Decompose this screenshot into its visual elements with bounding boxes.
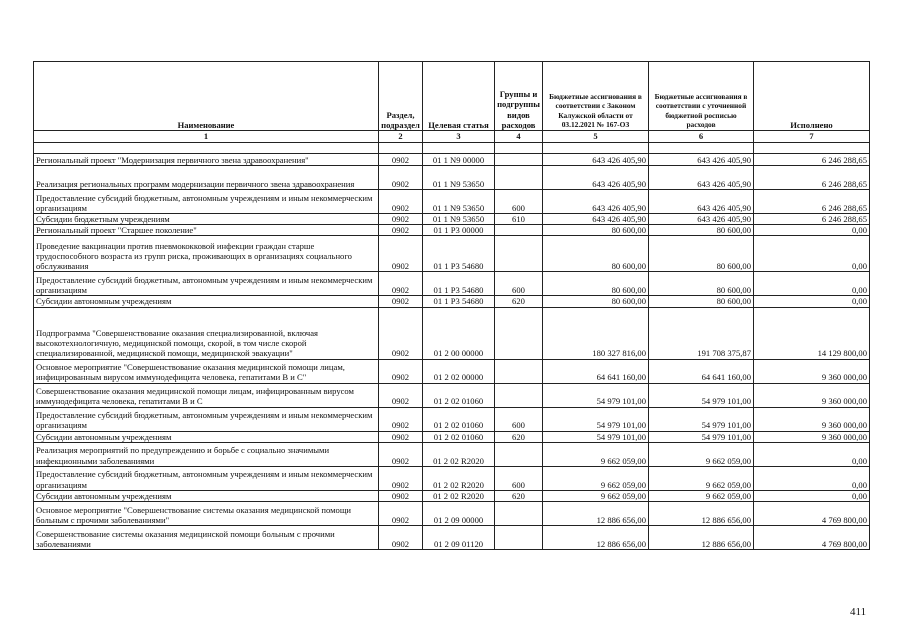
table-row <box>34 490 870 501</box>
row-section: 0902 <box>379 502 423 526</box>
row-executed: 9 360 000,00 <box>754 359 870 383</box>
table-row <box>34 526 870 550</box>
row-group: 620 <box>495 490 543 501</box>
row-refined-budget: 643 426 405,90 <box>649 214 754 225</box>
row-refined-budget: 80 600,00 <box>649 236 754 272</box>
row-law-budget: 54 979 101,00 <box>543 407 649 431</box>
row-target: 01 2 09 01120 <box>423 526 495 550</box>
row-law-budget: 643 426 405,90 <box>543 166 649 190</box>
header-name: Наименование <box>34 62 379 131</box>
row-section: 0902 <box>379 383 423 407</box>
row-group: 600 <box>495 466 543 490</box>
row-refined-budget: 9 662 059,00 <box>649 490 754 501</box>
row-name: Предоставление субсидий бюджетным, автономным учреждениям и иным некоммерческим организациям <box>34 407 379 431</box>
row-section: 0902 <box>379 442 423 466</box>
row-law-budget: 80 600,00 <box>543 236 649 272</box>
header-target: Целевая статья <box>423 62 495 131</box>
table-row <box>34 431 870 442</box>
row-refined-budget: 643 426 405,90 <box>649 154 754 166</box>
row-refined-budget: 9 662 059,00 <box>649 466 754 490</box>
row-refined-budget: 12 886 656,00 <box>649 526 754 550</box>
row-group <box>495 502 543 526</box>
row-name: Региональный проект "Старшее поколение" <box>34 225 379 236</box>
table-row <box>34 466 870 490</box>
row-law-budget: 9 662 059,00 <box>543 490 649 501</box>
header-row <box>34 62 870 131</box>
row-target: 01 2 02 R2020 <box>423 466 495 490</box>
table-row <box>34 502 870 526</box>
row-law-budget: 54 979 101,00 <box>543 383 649 407</box>
row-group: 600 <box>495 190 543 214</box>
row-executed: 6 246 288,65 <box>754 154 870 166</box>
row-law-budget: 643 426 405,90 <box>543 190 649 214</box>
row-section: 0902 <box>379 272 423 296</box>
table-row <box>34 190 870 214</box>
row-section: 0902 <box>379 166 423 190</box>
row-group <box>495 225 543 236</box>
row-executed: 0,00 <box>754 236 870 272</box>
row-executed: 0,00 <box>754 296 870 307</box>
row-section: 0902 <box>379 359 423 383</box>
row-name: Субсидии автономным учреждениям <box>34 431 379 442</box>
budget-sheet <box>33 61 869 550</box>
row-refined-budget: 643 426 405,90 <box>649 190 754 214</box>
row-group: 600 <box>495 407 543 431</box>
row-section: 0902 <box>379 490 423 501</box>
column-number: 4 <box>495 131 543 143</box>
column-number: 1 <box>34 131 379 143</box>
column-numbers-row <box>34 131 870 143</box>
row-section: 0902 <box>379 236 423 272</box>
table-row <box>34 296 870 307</box>
row-law-budget: 80 600,00 <box>543 296 649 307</box>
column-number: 7 <box>754 131 870 143</box>
row-target: 01 1 N9 53650 <box>423 214 495 225</box>
row-group <box>495 359 543 383</box>
row-name: Проведение вакцинации против пневмококковой инфекции граждан старше трудоспособного возраста из групп риска, проживающих в организациях социального обслуживания <box>34 236 379 272</box>
header-groups: Группы и подгруппы видов расходов <box>495 62 543 131</box>
row-name: Совершенствование системы оказания медицинской помощи больным с прочими заболеваниями <box>34 526 379 550</box>
row-refined-budget: 64 641 160,00 <box>649 359 754 383</box>
row-law-budget: 54 979 101,00 <box>543 431 649 442</box>
row-executed: 0,00 <box>754 490 870 501</box>
row-section: 0902 <box>379 526 423 550</box>
row-name: Основное мероприятие "Совершенствование системы оказания медицинской помощи больным с прочими заболеваниями" <box>34 502 379 526</box>
header-executed: Исполнено <box>754 62 870 131</box>
column-number: 5 <box>543 131 649 143</box>
row-refined-budget: 80 600,00 <box>649 225 754 236</box>
column-number: 3 <box>423 131 495 143</box>
table-row <box>34 236 870 272</box>
row-name: Подпрограмма "Совершенствование оказания специализированной, включая высокотехнологичную, медицинской помощи, скорой, в том числе скорой специализированной, медицинской помощи, медицинской эвакуации" <box>34 307 379 359</box>
row-name: Предоставление субсидий бюджетным, автономным учреждениям и иным некоммерческим организациям <box>34 190 379 214</box>
row-executed: 6 246 288,65 <box>754 166 870 190</box>
table-row <box>34 166 870 190</box>
table-row <box>34 307 870 359</box>
row-target: 01 2 02 R2020 <box>423 490 495 501</box>
row-group <box>495 383 543 407</box>
row-executed: 9 360 000,00 <box>754 407 870 431</box>
row-executed: 14 129 800,00 <box>754 307 870 359</box>
row-target: 01 2 00 00000 <box>423 307 495 359</box>
row-section: 0902 <box>379 190 423 214</box>
row-executed: 0,00 <box>754 466 870 490</box>
row-group: 620 <box>495 431 543 442</box>
row-name: Региональный проект "Модернизация первичного звена здравоохранения" <box>34 154 379 166</box>
row-group <box>495 154 543 166</box>
row-target: 01 2 02 01060 <box>423 407 495 431</box>
row-name: Субсидии автономным учреждениям <box>34 490 379 501</box>
row-executed: 0,00 <box>754 225 870 236</box>
row-law-budget: 9 662 059,00 <box>543 466 649 490</box>
row-refined-budget: 9 662 059,00 <box>649 442 754 466</box>
row-target: 01 2 02 01060 <box>423 431 495 442</box>
table-row <box>34 154 870 166</box>
row-name: Субсидии бюджетным учреждениям <box>34 214 379 225</box>
row-executed: 4 769 800,00 <box>754 502 870 526</box>
header-refined-budget: Бюджетные ассигнования в соответствии с уточненной бюджетной росписью расходов <box>649 62 754 131</box>
row-law-budget: 64 641 160,00 <box>543 359 649 383</box>
row-executed: 6 246 288,65 <box>754 214 870 225</box>
row-group <box>495 442 543 466</box>
row-section: 0902 <box>379 407 423 431</box>
column-number: 6 <box>649 131 754 143</box>
row-target: 01 2 09 00000 <box>423 502 495 526</box>
row-executed: 0,00 <box>754 442 870 466</box>
row-executed: 9 360 000,00 <box>754 431 870 442</box>
row-name: Совершенствование оказания медицинской помощи лицам, инфицированным вирусом иммунодефицита человека, гепатитами В и С <box>34 383 379 407</box>
row-section: 0902 <box>379 225 423 236</box>
table-row <box>34 359 870 383</box>
row-name: Предоставление субсидий бюджетным, автономным учреждениям и иным некоммерческим организациям <box>34 466 379 490</box>
row-law-budget: 12 886 656,00 <box>543 526 649 550</box>
row-group: 620 <box>495 296 543 307</box>
row-target: 01 1 P3 00000 <box>423 225 495 236</box>
row-law-budget: 80 600,00 <box>543 272 649 296</box>
page-number: 411 <box>850 606 867 618</box>
row-refined-budget: 12 886 656,00 <box>649 502 754 526</box>
row-target: 01 1 P3 54680 <box>423 236 495 272</box>
row-section: 0902 <box>379 214 423 225</box>
row-law-budget: 9 662 059,00 <box>543 442 649 466</box>
row-section: 0902 <box>379 431 423 442</box>
row-group <box>495 526 543 550</box>
header-section: Раздел, подраздел <box>379 62 423 131</box>
row-refined-budget: 80 600,00 <box>649 272 754 296</box>
row-name: Реализация мероприятий по предупреждению и борьбе с социально значимыми инфекционными заболеваниями <box>34 442 379 466</box>
row-section: 0902 <box>379 296 423 307</box>
row-target: 01 2 02 01060 <box>423 383 495 407</box>
row-executed: 4 769 800,00 <box>754 526 870 550</box>
row-target: 01 1 N9 53650 <box>423 190 495 214</box>
row-name: Субсидии автономным учреждениям <box>34 296 379 307</box>
row-executed: 0,00 <box>754 272 870 296</box>
row-law-budget: 180 327 816,00 <box>543 307 649 359</box>
row-target: 01 1 N9 00000 <box>423 154 495 166</box>
row-refined-budget: 54 979 101,00 <box>649 431 754 442</box>
row-refined-budget: 54 979 101,00 <box>649 383 754 407</box>
budget-table <box>33 61 870 550</box>
table-row <box>34 225 870 236</box>
row-group <box>495 307 543 359</box>
table-row <box>34 214 870 225</box>
row-refined-budget: 54 979 101,00 <box>649 407 754 431</box>
table-row <box>34 383 870 407</box>
row-target: 01 1 P3 54680 <box>423 296 495 307</box>
row-group: 610 <box>495 214 543 225</box>
row-refined-budget: 80 600,00 <box>649 296 754 307</box>
row-section: 0902 <box>379 466 423 490</box>
row-group <box>495 236 543 272</box>
row-law-budget: 643 426 405,90 <box>543 154 649 166</box>
row-target: 01 1 P3 54680 <box>423 272 495 296</box>
row-name: Реализация региональных программ модернизации первичного звена здравоохранения <box>34 166 379 190</box>
row-executed: 6 246 288,65 <box>754 190 870 214</box>
row-law-budget: 643 426 405,90 <box>543 214 649 225</box>
column-number: 2 <box>379 131 423 143</box>
row-group: 600 <box>495 272 543 296</box>
table-row <box>34 272 870 296</box>
row-target: 01 1 N9 53650 <box>423 166 495 190</box>
row-law-budget: 80 600,00 <box>543 225 649 236</box>
row-group <box>495 166 543 190</box>
row-target: 01 2 02 00000 <box>423 359 495 383</box>
spacer-row <box>34 143 870 154</box>
row-section: 0902 <box>379 154 423 166</box>
row-name: Предоставление субсидий бюджетным, автономным учреждениям и иным некоммерческим организациям <box>34 272 379 296</box>
header-law-budget: Бюджетные ассигнования в соответствии с Законом Калужской области от 03.12.2021 № 167-ОЗ <box>543 62 649 131</box>
row-name: Основное мероприятие "Совершенствование оказания медицинской помощи лицам, инфицированным вирусом иммунодефицита человека, гепатитами В и С" <box>34 359 379 383</box>
row-refined-budget: 643 426 405,90 <box>649 166 754 190</box>
table-row <box>34 442 870 466</box>
row-target: 01 2 02 R2020 <box>423 442 495 466</box>
row-law-budget: 12 886 656,00 <box>543 502 649 526</box>
row-executed: 9 360 000,00 <box>754 383 870 407</box>
table-row <box>34 407 870 431</box>
row-refined-budget: 191 708 375,87 <box>649 307 754 359</box>
row-section: 0902 <box>379 307 423 359</box>
